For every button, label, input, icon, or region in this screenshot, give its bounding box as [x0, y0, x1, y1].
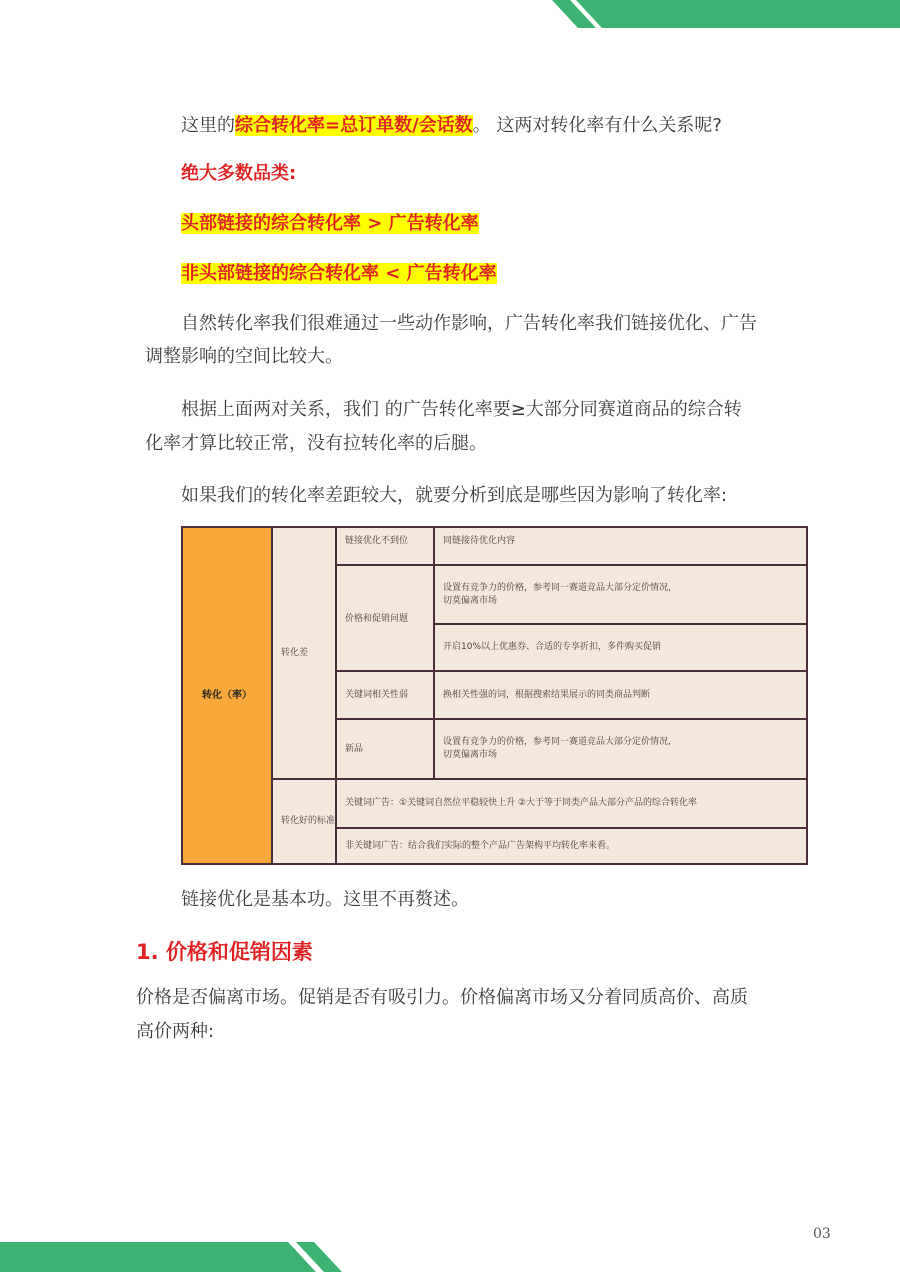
para-ratio-highlight: 综合转化率=总订单数/会话数 — [235, 115, 473, 136]
table-group-good: 转化好的标准 — [281, 816, 336, 826]
para-natural-2: 调整影响的空间比较大。 — [145, 346, 343, 367]
para-price-2: 高价两种: — [136, 1021, 215, 1042]
table-fix-line: 切莫偏离市场 — [443, 750, 498, 760]
head-link-rule-text: 头部链接的综合转化率 > 广告转化率 — [181, 213, 479, 234]
page-number: 03 — [813, 1226, 831, 1242]
table-cause-cell: 新品 — [345, 743, 364, 754]
table-cause-cell: 关键词相关性弱 — [345, 689, 409, 700]
table-good-keyword: 关键词广告：①关键词自然位平稳较快上升 ②大于等于同类产品大部分产品的综合转化率 — [345, 798, 697, 808]
table-cause-cell: 链接优化不到位 — [345, 535, 409, 546]
para-link-basic: 链接优化是基本功。这里不再赘述。 — [181, 889, 469, 910]
para-analysis: 如果我们的转化率差距较大，就要分析到底是哪些因为影响了转化率: — [181, 485, 728, 506]
para-relation-2: 化率才算比较正常，没有拉转化率的后腿。 — [145, 433, 487, 454]
table-fix-cell: 同链接待优化内容 — [443, 535, 516, 546]
section-heading-price: 1. 价格和促销因素 — [136, 940, 313, 964]
table-fix-cell: 开启10%以上优惠券、合适的专享折扣，多件购买促销 — [443, 642, 662, 652]
bottom-decoration — [0, 1242, 350, 1272]
table-root-cell: 转化（率） — [183, 528, 271, 863]
para-natural-1: 自然转化率我们很难通过一些动作影响，广告转化率我们链接优化、广告 — [181, 313, 757, 334]
table-fix-cell — [435, 720, 808, 778]
conversion-factor-table — [181, 526, 808, 865]
para-ratio — [181, 110, 722, 142]
para-ratio-prefix: 这里的 — [181, 115, 235, 136]
table-fix-cell — [435, 566, 808, 623]
para-price-1: 价格是否偏离市场。促销是否有吸引力。价格偏离市场又分着同质高价、高质 — [136, 987, 748, 1008]
top-decoration — [540, 0, 900, 28]
para-ratio-suffix: 。 这两对转化率有什么关系呢? — [472, 115, 722, 136]
para-relation-1: 根据上面两对关系，我们 的广告转化率要≥大部分同赛道商品的综合转 — [181, 399, 742, 420]
table-fix-line: 设置有竞争力的价格，参考同一赛道竞品大部分定价情况， — [443, 582, 678, 593]
table-group-bad: 转化差 — [281, 647, 309, 658]
table-cause-cell: 价格和促销问题 — [345, 613, 409, 624]
most-categories-label: 绝大多数品类: — [181, 163, 297, 184]
nonhead-link-rule-text: 非头部链接的综合转化率 < 广告转化率 — [181, 263, 497, 284]
table-good-nonkeyword: 非关键词广告：结合我们实际的整个产品广告架构平均转化率来看。 — [345, 840, 616, 851]
table-fix-line: 设置有竞争力的价格，参考同一赛道竞品大部分定价情况， — [443, 737, 678, 747]
table-fix-cell: 换相关性强的词，根据搜索结果展示的同类商品判断 — [443, 689, 651, 700]
head-link-rule — [181, 208, 479, 240]
table-fix-line: 切莫偏离市场 — [443, 595, 498, 606]
nonhead-link-rule — [181, 258, 497, 290]
